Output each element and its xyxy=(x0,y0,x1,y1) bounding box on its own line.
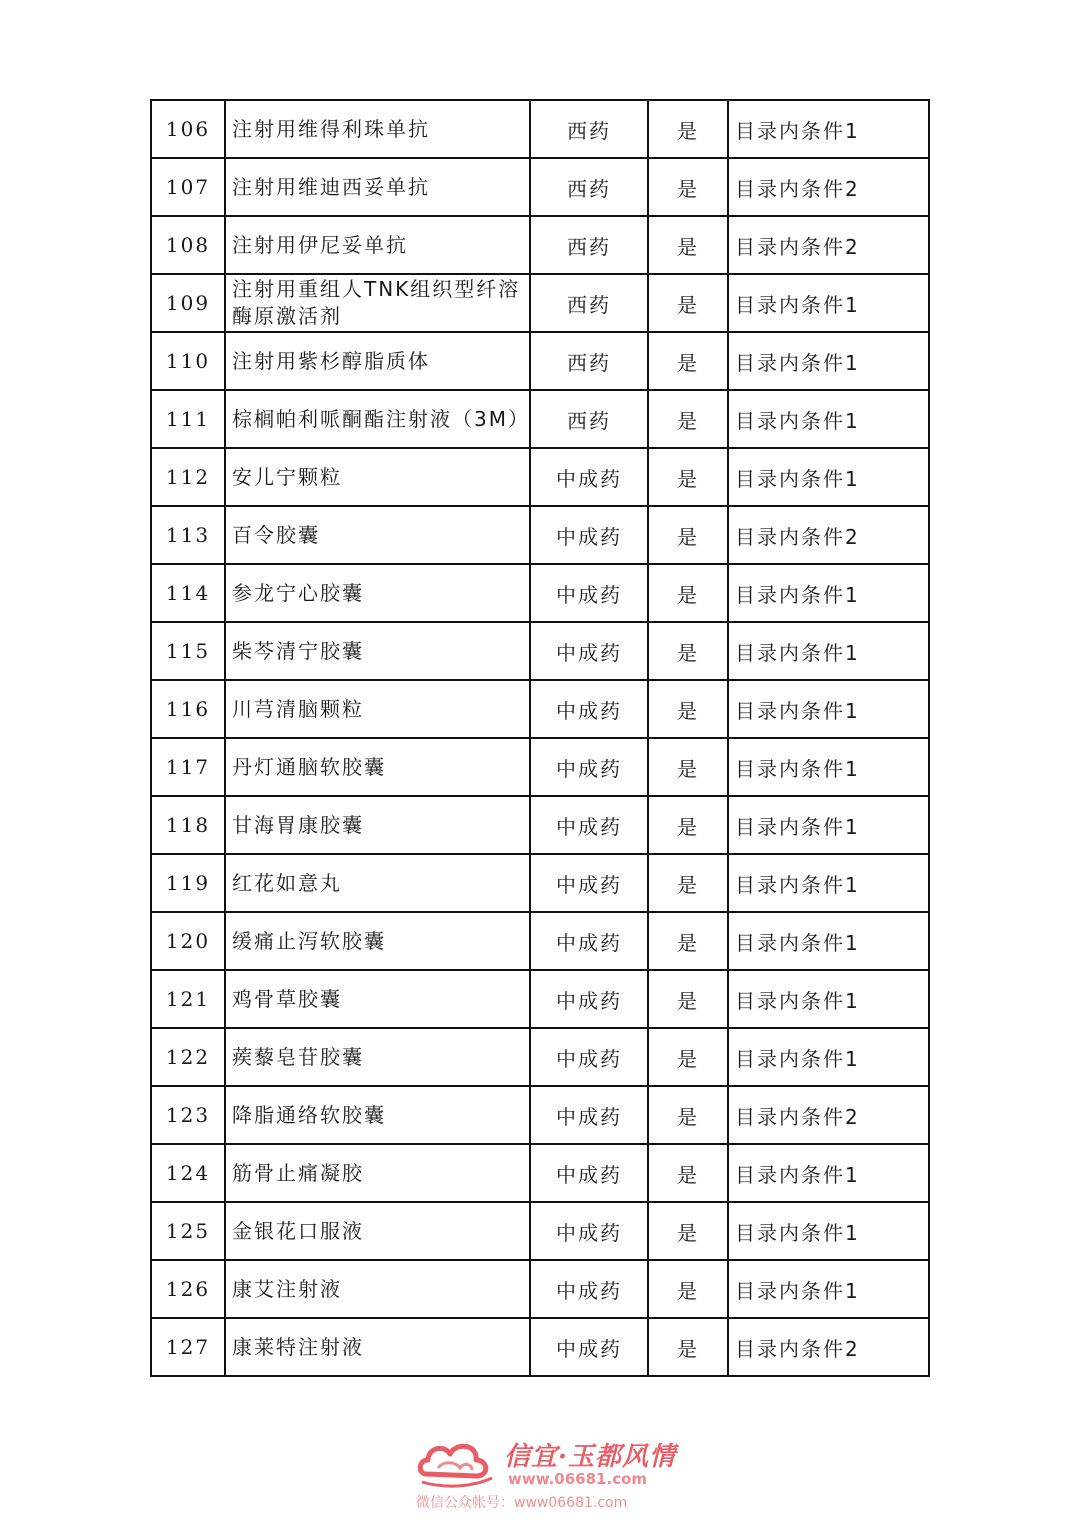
condition-cell: 目录内条件2 xyxy=(728,158,929,216)
drug-name-cell: 降脂通络软胶囊 xyxy=(225,1086,530,1144)
row-number-cell: 113 xyxy=(151,506,225,564)
row-number-cell: 111 xyxy=(151,390,225,448)
drug-name-cell: 川芎清脑颗粒 xyxy=(225,680,530,738)
condition-cell: 目录内条件1 xyxy=(728,912,929,970)
flag-cell: 是 xyxy=(648,738,728,796)
drug-type-cell: 中成药 xyxy=(530,1086,648,1144)
drug-name-cell: 注射用伊尼妥单抗 xyxy=(225,216,530,274)
table-row xyxy=(151,1086,929,1144)
drug-type-cell: 西药 xyxy=(530,332,648,390)
flag-cell: 是 xyxy=(648,622,728,680)
table-row xyxy=(151,100,929,158)
table-row xyxy=(151,1202,929,1260)
condition-cell: 目录内条件1 xyxy=(728,796,929,854)
drug-type-cell: 西药 xyxy=(530,216,648,274)
condition-cell: 目录内条件1 xyxy=(728,100,929,158)
table-row xyxy=(151,796,929,854)
drug-type-cell: 中成药 xyxy=(530,1318,648,1376)
condition-cell: 目录内条件1 xyxy=(728,1260,929,1318)
table-row xyxy=(151,1144,929,1202)
row-number-cell: 117 xyxy=(151,738,225,796)
drug-name-cell: 注射用维得利珠单抗 xyxy=(225,100,530,158)
table-row xyxy=(151,274,929,332)
condition-cell: 目录内条件1 xyxy=(728,738,929,796)
table-row xyxy=(151,564,929,622)
table-row xyxy=(151,970,929,1028)
row-number-cell: 112 xyxy=(151,448,225,506)
table-body xyxy=(151,100,929,1376)
table-row xyxy=(151,390,929,448)
flag-cell: 是 xyxy=(648,796,728,854)
row-number-cell: 106 xyxy=(151,100,225,158)
row-number-cell: 120 xyxy=(151,912,225,970)
drug-name-cell: 康莱特注射液 xyxy=(225,1318,530,1376)
table-row xyxy=(151,332,929,390)
table-row xyxy=(151,680,929,738)
drug-name-cell: 注射用维迪西妥单抗 xyxy=(225,158,530,216)
drug-name-cell: 蒺藜皂苷胶囊 xyxy=(225,1028,530,1086)
watermark xyxy=(416,1432,676,1512)
flag-cell: 是 xyxy=(648,100,728,158)
condition-cell: 目录内条件1 xyxy=(728,622,929,680)
condition-cell: 目录内条件1 xyxy=(728,1202,929,1260)
drug-name-cell: 注射用重组人TNK组织型纤溶酶原激活剂 xyxy=(225,274,530,332)
drug-type-cell: 中成药 xyxy=(530,622,648,680)
flag-cell: 是 xyxy=(648,390,728,448)
drug-type-cell: 中成药 xyxy=(530,1144,648,1202)
flag-cell: 是 xyxy=(648,564,728,622)
drug-name-cell: 百令胶囊 xyxy=(225,506,530,564)
flag-cell: 是 xyxy=(648,1086,728,1144)
drug-type-cell: 中成药 xyxy=(530,970,648,1028)
drug-name-cell: 红花如意丸 xyxy=(225,854,530,912)
table-row xyxy=(151,738,929,796)
flag-cell: 是 xyxy=(648,332,728,390)
cloud-logo-icon xyxy=(416,1434,496,1490)
row-number-cell: 123 xyxy=(151,1086,225,1144)
table-row xyxy=(151,854,929,912)
drug-type-cell: 中成药 xyxy=(530,564,648,622)
flag-cell: 是 xyxy=(648,506,728,564)
table-row xyxy=(151,1260,929,1318)
drug-type-cell: 西药 xyxy=(530,100,648,158)
table-row xyxy=(151,448,929,506)
condition-cell: 目录内条件1 xyxy=(728,274,929,332)
condition-cell: 目录内条件1 xyxy=(728,448,929,506)
drug-name-cell: 金银花口服液 xyxy=(225,1202,530,1260)
drug-name-cell: 安儿宁颗粒 xyxy=(225,448,530,506)
condition-cell: 目录内条件1 xyxy=(728,332,929,390)
row-number-cell: 122 xyxy=(151,1028,225,1086)
flag-cell: 是 xyxy=(648,158,728,216)
row-number-cell: 121 xyxy=(151,970,225,1028)
row-number-cell: 109 xyxy=(151,274,225,332)
drug-type-cell: 中成药 xyxy=(530,912,648,970)
drug-name-cell: 甘海胃康胶囊 xyxy=(225,796,530,854)
flag-cell: 是 xyxy=(648,216,728,274)
flag-cell: 是 xyxy=(648,1318,728,1376)
table-row xyxy=(151,622,929,680)
flag-cell: 是 xyxy=(648,448,728,506)
flag-cell: 是 xyxy=(648,1202,728,1260)
drug-name-cell: 注射用紫杉醇脂质体 xyxy=(225,332,530,390)
row-number-cell: 114 xyxy=(151,564,225,622)
row-number-cell: 126 xyxy=(151,1260,225,1318)
row-number-cell: 127 xyxy=(151,1318,225,1376)
drug-type-cell: 中成药 xyxy=(530,854,648,912)
drug-type-cell: 西药 xyxy=(530,158,648,216)
condition-cell: 目录内条件1 xyxy=(728,1144,929,1202)
flag-cell: 是 xyxy=(648,854,728,912)
drug-list-table xyxy=(150,99,930,1377)
drug-name-cell: 缓痛止泻软胶囊 xyxy=(225,912,530,970)
condition-cell: 目录内条件1 xyxy=(728,970,929,1028)
flag-cell: 是 xyxy=(648,970,728,1028)
table-row xyxy=(151,216,929,274)
drug-type-cell: 中成药 xyxy=(530,1202,648,1260)
row-number-cell: 110 xyxy=(151,332,225,390)
condition-cell: 目录内条件1 xyxy=(728,680,929,738)
row-number-cell: 108 xyxy=(151,216,225,274)
drug-type-cell: 中成药 xyxy=(530,796,648,854)
flag-cell: 是 xyxy=(648,1144,728,1202)
drug-name-cell: 筋骨止痛凝胶 xyxy=(225,1144,530,1202)
table-row xyxy=(151,1028,929,1086)
drug-type-cell: 中成药 xyxy=(530,1028,648,1086)
condition-cell: 目录内条件1 xyxy=(728,390,929,448)
row-number-cell: 115 xyxy=(151,622,225,680)
condition-cell: 目录内条件2 xyxy=(728,216,929,274)
condition-cell: 目录内条件2 xyxy=(728,1318,929,1376)
drug-type-cell: 中成药 xyxy=(530,680,648,738)
drug-name-cell: 柴芩清宁胶囊 xyxy=(225,622,530,680)
drug-name-cell: 棕榈帕利哌酮酯注射液（3M） xyxy=(225,390,530,448)
table-row xyxy=(151,1318,929,1376)
flag-cell: 是 xyxy=(648,274,728,332)
drug-type-cell: 中成药 xyxy=(530,506,648,564)
watermark-caption: 微信公众帐号：www06681.com xyxy=(416,1495,628,1511)
row-number-cell: 125 xyxy=(151,1202,225,1260)
row-number-cell: 118 xyxy=(151,796,225,854)
row-number-cell: 119 xyxy=(151,854,225,912)
flag-cell: 是 xyxy=(648,1028,728,1086)
condition-cell: 目录内条件1 xyxy=(728,564,929,622)
flag-cell: 是 xyxy=(648,680,728,738)
row-number-cell: 116 xyxy=(151,680,225,738)
condition-cell: 目录内条件1 xyxy=(728,1028,929,1086)
watermark-title: 信宜·玉都风情 xyxy=(504,1442,677,1472)
drug-name-cell: 康艾注射液 xyxy=(225,1260,530,1318)
table-row xyxy=(151,506,929,564)
flag-cell: 是 xyxy=(648,912,728,970)
condition-cell: 目录内条件1 xyxy=(728,854,929,912)
drug-type-cell: 中成药 xyxy=(530,738,648,796)
row-number-cell: 124 xyxy=(151,1144,225,1202)
drug-name-cell: 参龙宁心胶囊 xyxy=(225,564,530,622)
condition-cell: 目录内条件2 xyxy=(728,1086,929,1144)
row-number-cell: 107 xyxy=(151,158,225,216)
table-row xyxy=(151,912,929,970)
drug-name-cell: 鸡骨草胶囊 xyxy=(225,970,530,1028)
condition-cell: 目录内条件2 xyxy=(728,506,929,564)
table-row xyxy=(151,158,929,216)
drug-type-cell: 中成药 xyxy=(530,1260,648,1318)
drug-type-cell: 中成药 xyxy=(530,448,648,506)
flag-cell: 是 xyxy=(648,1260,728,1318)
drug-name-cell: 丹灯通脑软胶囊 xyxy=(225,738,530,796)
drug-type-cell: 西药 xyxy=(530,274,648,332)
drug-type-cell: 西药 xyxy=(530,390,648,448)
watermark-domain: www.06681.com xyxy=(508,1470,648,1488)
